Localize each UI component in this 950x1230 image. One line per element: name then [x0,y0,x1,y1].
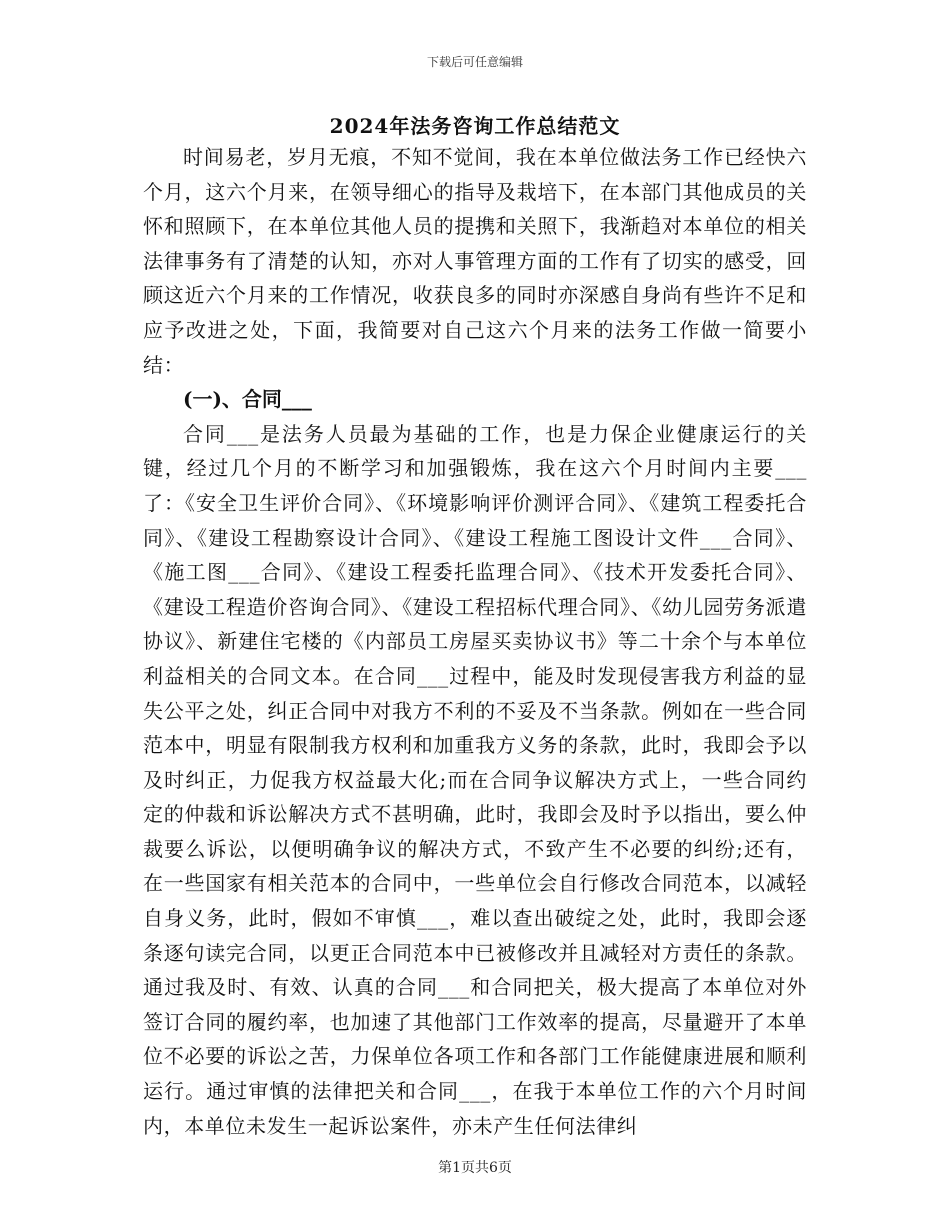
section-heading: (一)、合同___ [183,387,312,412]
document-body [143,140,807,1143]
document-title: 2024年法务咨询工作总结范文 [329,114,621,138]
paragraph-intro: 时间易老，岁月无痕，不知不觉间，我在本单位做法务工作已经快六个月，这六个月来，在领导细心的指导及栽培下，在本部门其他成员的关怀和照顾下，在本单位其他人员的提携和关照下，我渐趋对本单位的相关法律事务有了清楚的认知，亦对人事管理方面的工作有了切实的感受，回顾这近六个月来的工作情况，收获良多的同时亦深感自身尚有些许不足和应予改进之处，下面，我简要对自己这六个月来的法务工作做一简要小结： [143,145,807,377]
page-number: 第1页共6页 [438,1160,512,1176]
paragraph-contract: 合同___是法务人员最为基础的工作，也是力保企业健康运行的关键，经过几个月的不断学习和加强锻炼，我在这六个月时间内主要___了：《安全卫生评价合同》、《环境影响评价测评合同》、《建筑工程委托合同》、《建设工程勘察设计合同》、《建设工程施工图设计文件___合同》、《施工图___合同》、《建设工程委托监理合同》、《技术开发委托合同》、《建设工程造价咨询合同》、《建设工程招标代理合同》、《幼儿园劳务派遣协议》、新建住宅楼的《内部员工房屋买卖协议书》等二十余个与本单位利益相关的合同文本。在合同___过程中，能及时发现侵害我方利益的显失公平之处，纠正合同中对我方不利的不妥及不当条款。例如在一些合同范本中，明显有限制我方权利和加重我方义务的条款，此时，我即会予以及时纠正，力促我方权益最大化;而在合同争议解决方式上，一些合同约定的仲裁和诉讼解决方式不甚明确，此时，我即会及时予以指出，要么仲裁要么诉讼，以便明确争议的解决方式，不致产生不必要的纠纷;还有，在一些国家有相关范本的合同中，一些单位会自行修改合同范本，以减轻自身义务，此时，假如不审慎___，难以查出破绽之处，此时，我即会逐条逐句读完合同，以更正合同范本中已被修改并且减轻对方责任的条款。通过我及时、有效、认真的合同___和合同把关，极大提高了本单位对外签订合同的履约率，也加速了其他部门工作效率的提高，尽量避开了本单位不必要的诉讼之苦，力保单位各项工作和各部门工作能健康进展和顺利运行。通过审慎的法律把关和合同___，在我于本单位工作的六个月时间内，本单位未发生一起诉讼案件，亦未产生任何法律纠 [143,421,807,1138]
header-note: 下载后可任意编辑 [426,55,523,69]
